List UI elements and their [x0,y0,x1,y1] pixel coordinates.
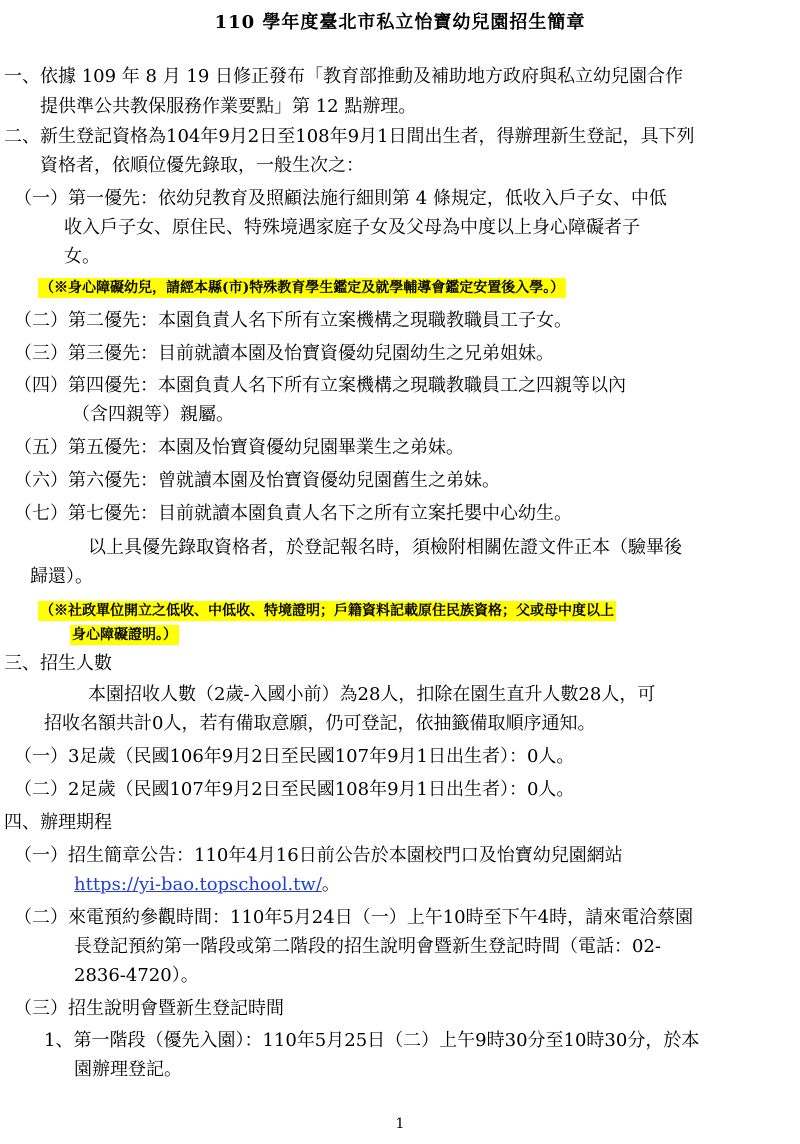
enrollment-line-1: 本園招收人數（2歲-入國小前）為28人，扣除在園生直升人數28人，可 [88,684,656,705]
note-disability-text: （※身心障礙幼兒，請經本縣(市)特殊教育學生鑑定及就學輔導會鑑定安置後入學。） [40,280,565,296]
priority-7: （七）第七優先：目前就讀本園負責人名下之所有立案托嬰中心幼生。 [14,503,572,524]
note-proof-line-2 [70,623,179,645]
priority-6: （六）第六優先：曾就讀本園及怡寶資優幼兒園舊生之弟妹。 [14,470,500,491]
note-proof-text-2: 身心障礙證明。） [72,627,177,643]
priority-5: （五）第五優先：本園及怡寶資優幼兒園畢業生之弟妹。 [14,437,464,458]
section-2-line-1: 二、新生登記資格為104年9月2日至108年9月1日間出生者，得辦理新生登記，具下列 [4,126,695,147]
enrollment-line-2: 招收名額共計0人，若有備取意願，仍可登記，依抽籤備取順序通知。 [44,713,596,734]
section-3-heading: 三、招生人數 [4,653,112,674]
enrollment-age-3: （一）3足歲（民國106年9月2日至民國107年9月1日出生者）：0人。 [14,746,575,767]
schedule-2-line-3: 2836-4720）。 [74,965,199,986]
schedule-3-1-line-2: 園辦理登記。 [74,1059,182,1080]
schedule-2-line-2: 長登記預約第一階段或第二階段的招生說明會暨新生登記時間（電話：02- [74,936,661,957]
section-2-line-2: 資格者，依順位優先錄取，一般生次之： [40,155,364,176]
documents-line-2: 歸還）。 [30,566,93,587]
note-disability [38,276,566,298]
priority-4-line-2: （含四親等）親屬。 [72,404,234,425]
section-1-line-2: 提供準公共教保服務作業要點」第 12 點辦理。 [40,96,417,117]
note-proof-line-1 [38,599,616,621]
schedule-3-1-line-1: 1、第一階段（優先入園）：110年5月25日（二）上午9時30分至10時30分，於本 [44,1030,700,1051]
schedule-2-line-1: （二）來電預約參觀時間：110年5月24日（一）上午10時至下午4時，請來電洽蔡園 [14,907,694,928]
section-1-line-1: 一、依據 109 年 8 月 19 日修正發布「教育部推動及補助地方政府與私立幼兒園合作 [4,66,684,87]
section-4-heading: 四、辦理期程 [4,812,112,833]
documents-line-1: 以上具優先錄取資格者，於登記報名時，須檢附相關佐證文件正本（驗畢後 [88,537,682,558]
priority-1-line-2: 收入戶子女、原住民、特殊境遇家庭子女及父母為中度以上身心障礙者子 [64,217,640,238]
website-link[interactable]: https://yi-bao.topschool.tw/ [74,874,322,895]
schedule-1-end: 。 [321,874,340,895]
enrollment-age-2: （二）2足歲（民國107年9月2日至民國108年9月1日出生者）：0人。 [14,779,575,800]
schedule-3: （三）招生說明會暨新生登記時間 [14,998,284,1019]
priority-4-line-1: （四）第四優先：本園負責人名下所有立案機構之現職教職員工之四親等以內 [14,375,626,396]
priority-1-line-3: 女。 [64,246,100,267]
note-proof-text-1: （※社政單位開立之低收、中低收、特境證明；戶籍資料記載原住民族資格；父或母中度以上 [40,603,614,619]
page-number: 1 [395,1116,405,1132]
schedule-1-line-2 [74,870,340,900]
priority-2: （二）第二優先：本園負責人名下所有立案機構之現職教職員工子女。 [14,310,572,331]
schedule-1-line-1: （一）招生簡章公告：110年4月16日前公告於本園校門口及怡寶幼兒園網站 [14,845,623,866]
page-title: 110 學年度臺北市私立怡寶幼兒園招生簡章 [214,12,586,33]
priority-3: （三）第三優先：目前就讀本園及怡寶資優幼兒園幼生之兄弟姐妹。 [14,343,554,364]
priority-1-line-1: （一）第一優先：依幼兒教育及照顧法施行細則第 4 條規定，低收入戶子女、中低 [14,188,667,209]
